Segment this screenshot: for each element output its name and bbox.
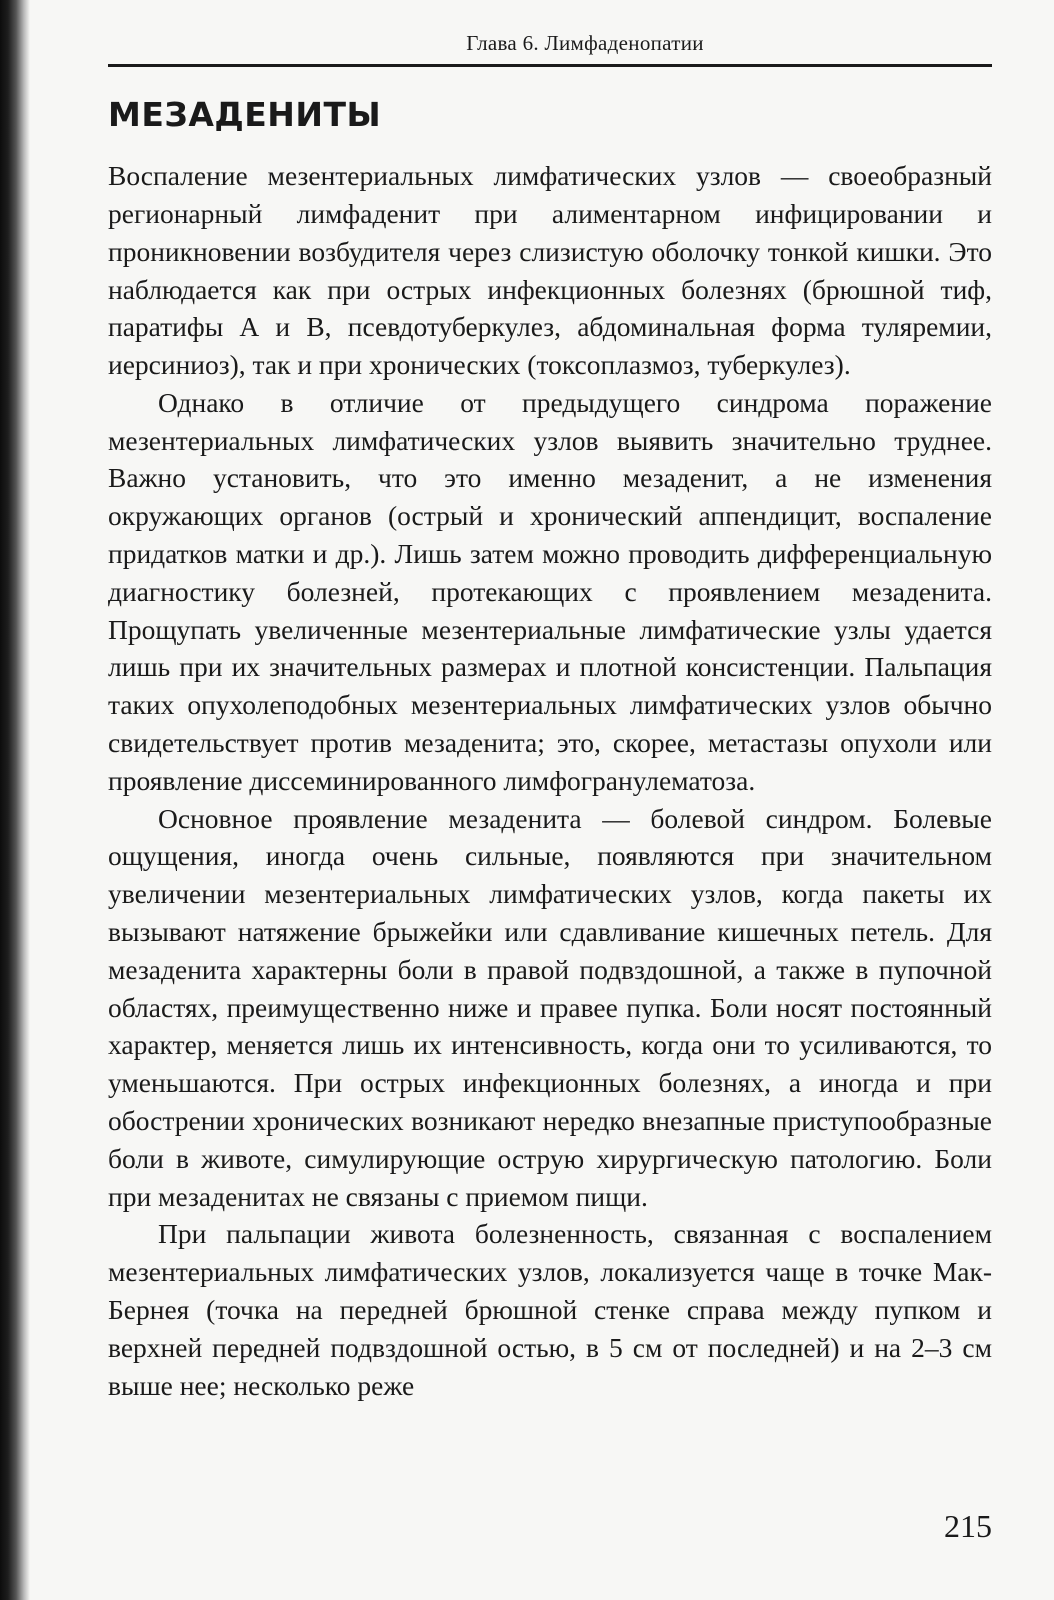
header-rule [108, 64, 992, 67]
section-title: МЕЗАДЕНИТЫ [108, 95, 382, 134]
paragraph-4: При пальпации живота болезненность, связанная с воспалением мезентериальных лимфатических узлов, локализуется чаще в точке Мак-Бернея (точка на передней брюшной стенке справа между пупком и верхней передней подвздошной остью, в 5 см от последней) и на 2–3 см выше нее; несколько реже [108, 1218, 992, 1401]
body-text [108, 157, 992, 1404]
running-header: Глава 6. Лимфаденопатии [466, 31, 704, 55]
scan-binding-edge [0, 0, 30, 1600]
paragraph-3: Основное проявление мезаденита — болевой синдром. Болевые ощущения, иногда очень сильные, появляются при значительном увеличении мезентериальных лимфатических узлов, когда пакеты их вызывают натяжение брыжейки или сдавливание кишечных петель. Для мезаденита характерны боли в правой подвздошной, а также в пупочной областях, преимущественно ниже и правее пупка. Боли носят постоянный характер, меняется лишь их интенсивность, когда они то усиливаются, то уменьшаются. При острых инфекционных болезнях, а иногда и при обострении хронических возникают нередко внезапные приступообразные боли в животе, симулирующие острую хирургическую патологию. Боли при мезаденитах не связаны с приемом пищи. [108, 802, 992, 1212]
paragraph-2: Однако в отличие от предыдущего синдрома поражение мезентериальных лимфатических узлов выявить значительно труднее. Важно установить, что это именно мезаденит, а не изменения окружающих органов (острый и хронический аппендицит, воспаление придатков матки и др.). Лишь затем можно проводить дифференциальную диагностику болезней, протекающих с проявлением мезаденита. Прощупать увеличенные мезентериальные лимфатические узлы удается лишь при их значительных размерах и плотной консистенции. Пальпация таких опухолеподобных мезентериальных лимфатических узлов обычно свидетельствует против мезаденита; это, скорее, метастазы опухоли или проявление диссеминированного лимфогранулематоза. [108, 386, 992, 796]
page-number: 215 [944, 1508, 992, 1544]
book-page [108, 28, 992, 1404]
paragraph-1: Воспаление мезентериальных лимфатических узлов — своеобразный регионарный лимфаденит при алиментарном инфицировании и проникновении возбудителя через слизистую оболочку тонкой кишки. Это наблюдается как при острых инфекционных болезнях (брюшной тиф, паратифы А и В, псевдотуберкулез, абдоминальная форма туляремии, иерсиниоз), так и при хронических (токсоплазмоз, туберкулез). [108, 160, 992, 381]
